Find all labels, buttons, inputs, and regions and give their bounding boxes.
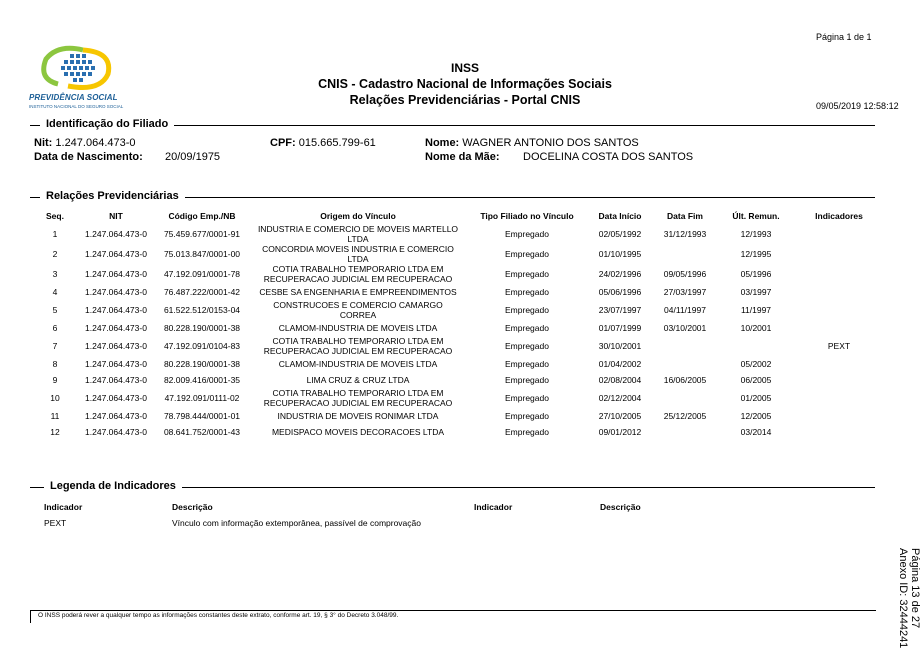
title-cnis: CNIS - Cadastro Nacional de Informações Sociais [318,77,612,91]
cell-fim [650,336,720,356]
cell-remun: 03/1997 [740,287,772,297]
cell-codigo: 78.798.444/0001-01 [163,411,241,421]
page-number: Página 1 de 1 [816,32,872,42]
section-title-identificacao: Identificação do Filiado [40,118,174,130]
cell-tipo: Empregado [505,427,549,437]
table-row [30,408,886,424]
cell-fim [650,388,720,408]
col-tipo: Tipo Filiado no Vínculo [480,211,574,221]
legend-header-descricao-2: Descrição [600,502,641,512]
cell-fim: 31/12/1993 [663,229,707,239]
cell-seq: 12 [50,427,60,437]
cell-nit: 1.247.064.473-0 [85,411,147,421]
cell-fim: 03/10/2001 [663,323,707,333]
cell-fim: 27/03/1997 [663,287,707,297]
title-relacoes: Relações Previdenciárias - Portal CNIS [349,93,581,107]
nascimento-value: 20/09/1975 [165,151,221,163]
cell-nit: 1.247.064.473-0 [85,323,147,333]
cell-inicio: 02/08/2004 [598,375,642,385]
cell-nit: 1.247.064.473-0 [85,269,147,279]
cell-fim: 04/11/1997 [664,305,706,315]
nome-label: Nome: [425,137,460,149]
col-nit: NIT [109,211,123,221]
cell-codigo: 47.192.091/0111-02 [164,393,240,403]
cell-origem: INDUSTRIA DE MOVEIS RONIMAR LTDA [277,411,439,421]
cell-origem: COTIA TRABALHO TEMPORARIO LTDA EM RECUPERACAO JUDICIAL EM RECUPERACAO [263,388,453,408]
cell-codigo: 08.641.752/0001-43 [163,427,241,437]
cell-indicador [792,424,886,440]
cell-codigo: 76.487.222/0001-42 [163,287,241,297]
cell-indicador [792,388,886,408]
table-row [30,372,886,388]
cell-inicio: 02/05/1992 [598,229,642,239]
table-row [30,388,886,408]
cell-inicio: 02/12/2004 [598,393,642,403]
cell-fim: 16/06/2005 [663,375,707,385]
cell-seq: 8 [52,359,58,369]
cell-remun: 01/2005 [740,393,772,403]
cell-origem: CONSTRUCOES E COMERCIO CAMARGO CORREA [273,300,443,320]
cell-indicador [792,372,886,388]
table-row [30,264,886,284]
cell-seq: 9 [52,375,58,385]
cell-seq: 2 [52,249,58,259]
cell-tipo: Empregado [505,249,549,259]
cell-codigo: 80.228.190/0001-38 [163,323,241,333]
mae-value: DOCELINA COSTA DOS SANTOS [523,151,694,163]
cell-fim: 25/12/2005 [663,411,707,421]
cell-remun: 11/1997 [740,305,772,315]
cell-nit: 1.247.064.473-0 [85,249,147,259]
logo-name: PREVIDÊNCIA SOCIAL [29,93,118,102]
col-data-fim: Data Fim [667,211,703,221]
cell-inicio: 24/02/1996 [598,269,642,279]
cell-nit: 1.247.064.473-0 [85,305,147,315]
cell-nit: 1.247.064.473-0 [85,229,147,239]
col-origem: Origem do Vínculo [320,211,396,221]
legend-description: Vínculo com informação extemporânea, passível de comprovação [172,518,421,528]
cell-origem: CLAMOM-INDUSTRIA DE MOVEIS LTDA [278,359,438,369]
cell-fim [650,244,720,264]
relacoes-table [30,208,886,440]
cell-codigo: 61.522.512/0153-04 [163,305,241,315]
table-row [30,224,886,244]
cell-indicador [792,244,886,264]
cell-tipo: Empregado [505,323,549,333]
col-ult-remun: Últ. Remun. [732,211,780,221]
cell-inicio: 27/10/2005 [598,411,642,421]
footer-note: O INSS poderá rever a qualquer tempo as informações constantes deste extrato, conforme art. 19, § 3° do Decreto 3.048/99. [38,612,399,619]
cell-tipo: Empregado [505,229,549,239]
table-header-row [30,208,886,224]
side-stamp-page: Página 13 de 27 [909,548,921,629]
cell-indicador [792,224,886,244]
cell-origem: CESBE SA ENGENHARIA E EMPREENDIMENTOS [259,287,457,297]
cell-tipo: Empregado [505,393,549,403]
cell-seq: 4 [52,287,58,297]
section-title-relacoes: Relações Previdenciárias [40,190,185,202]
cpf-label: CPF: [270,137,296,149]
cell-codigo: 47.192.091/0104-83 [163,341,241,351]
cell-tipo: Empregado [505,287,549,297]
cell-remun: 12/1993 [740,229,772,239]
cell-remun [720,336,792,356]
cell-inicio: 01/04/2002 [598,359,642,369]
cell-nit: 1.247.064.473-0 [85,375,147,385]
legend-header-descricao: Descrição [172,502,213,512]
cell-nit: 1.247.064.473-0 [85,359,147,369]
nascimento-label: Data de Nascimento: [34,151,143,163]
cell-seq: 3 [52,269,58,279]
cpf-value: 015.665.799-61 [298,137,376,149]
cell-seq: 7 [52,341,58,351]
title-inss: INSS [450,61,479,75]
cell-remun: 12/1995 [740,249,772,259]
cell-seq: 5 [52,305,58,315]
table-row [30,356,886,372]
side-stamp [897,548,921,668]
cell-inicio: 05/06/1996 [598,287,642,297]
cell-codigo: 82.009.416/0001-35 [163,375,241,385]
cell-origem: INDUSTRIA E COMERCIO DE MOVEIS MARTELLO LTDA [257,224,459,244]
cell-tipo: Empregado [505,411,549,421]
cell-indicador [792,356,886,372]
table-row [30,244,886,264]
cell-fim [650,356,720,372]
cell-codigo: 80.228.190/0001-38 [163,359,241,369]
mae-label: Nome da Mãe: [425,151,500,163]
cell-origem: COTIA TRABALHO TEMPORARIO LTDA EM RECUPERACAO JUDICIAL EM RECUPERACAO [263,336,453,356]
cell-codigo: 47.192.091/0001-78 [163,269,241,279]
cell-seq: 11 [50,411,60,421]
nit-label: Nit: [34,137,53,149]
cell-codigo: 75.459.677/0001-91 [163,229,241,239]
cell-remun: 05/2002 [740,359,772,369]
cell-tipo: Empregado [505,305,549,315]
table-row [30,336,886,356]
cell-seq: 1 [52,229,58,239]
legend-code: PEXT [44,518,67,528]
col-seq: Seq. [46,211,64,221]
cell-nit: 1.247.064.473-0 [85,341,147,351]
nit-field [34,137,136,149]
timestamp: 09/05/2019 12:58:12 [816,101,899,111]
document-title [300,60,630,108]
cell-codigo: 75.013.847/0001-00 [163,249,241,259]
cell-inicio: 23/07/1997 [598,305,642,315]
legend-header-indicador: Indicador [44,502,83,512]
cell-inicio: 30/10/2001 [598,341,642,351]
cell-remun: 05/1996 [740,269,772,279]
table-row [30,300,886,320]
cell-nit: 1.247.064.473-0 [85,427,147,437]
cell-remun: 03/2014 [740,427,772,437]
cell-seq: 10 [50,393,60,403]
cell-seq: 6 [52,323,58,333]
cell-fim: 09/05/1996 [663,269,707,279]
nome-value: WAGNER ANTONIO DOS SANTOS [462,137,639,149]
cell-indicador [792,320,886,336]
col-indicadores: Indicadores [815,211,863,221]
cell-inicio: 01/10/1995 [598,249,642,259]
cell-fim [650,424,720,440]
cell-inicio: 09/01/2012 [598,427,642,437]
cell-tipo: Empregado [505,359,549,369]
cell-origem: COTIA TRABALHO TEMPORARIO LTDA EM RECUPERACAO JUDICIAL EM RECUPERACAO [263,264,453,284]
col-codigo: Código Emp./NB [168,211,236,221]
cell-origem: CLAMOM-INDUSTRIA DE MOVEIS LTDA [278,323,438,333]
cell-inicio: 01/07/1999 [598,323,642,333]
nome-field [425,137,639,149]
legend-header-indicador-2: Indicador [474,502,513,512]
cell-tipo: Empregado [505,341,549,351]
cell-indicador: PEXT [827,341,851,351]
cell-remun: 06/2005 [740,375,772,385]
cpf-field [270,137,376,149]
cell-origem: LIMA CRUZ & CRUZ LTDA [306,375,410,385]
cell-origem: MEDISPACO MOVEIS DECORACOES LTDA [271,427,445,437]
nit-value: 1.247.064.473-0 [55,137,136,149]
cell-indicador [792,300,886,320]
cell-nit: 1.247.064.473-0 [85,393,147,403]
table-row [30,284,886,300]
cell-nit: 1.247.064.473-0 [85,287,147,297]
side-stamp-annex: Anexo ID: 32444241 [897,548,909,649]
logo-subtitle: INSTITUTO NACIONAL DO SEGURO SOCIAL [29,104,124,109]
cell-indicador [792,264,886,284]
table-row [30,320,886,336]
cell-indicador [792,284,886,300]
cell-tipo: Empregado [505,375,549,385]
section-title-legenda: Legenda de Indicadores [44,480,182,492]
cell-tipo: Empregado [505,269,549,279]
cell-indicador [792,408,886,424]
cell-remun: 12/2005 [740,411,772,421]
cell-remun: 10/2001 [740,323,772,333]
col-data-inicio: Data Início [598,211,642,221]
cell-origem: CONCORDIA MOVEIS INDUSTRIA E COMERCIO LTDA [262,244,454,264]
table-row [30,424,886,440]
